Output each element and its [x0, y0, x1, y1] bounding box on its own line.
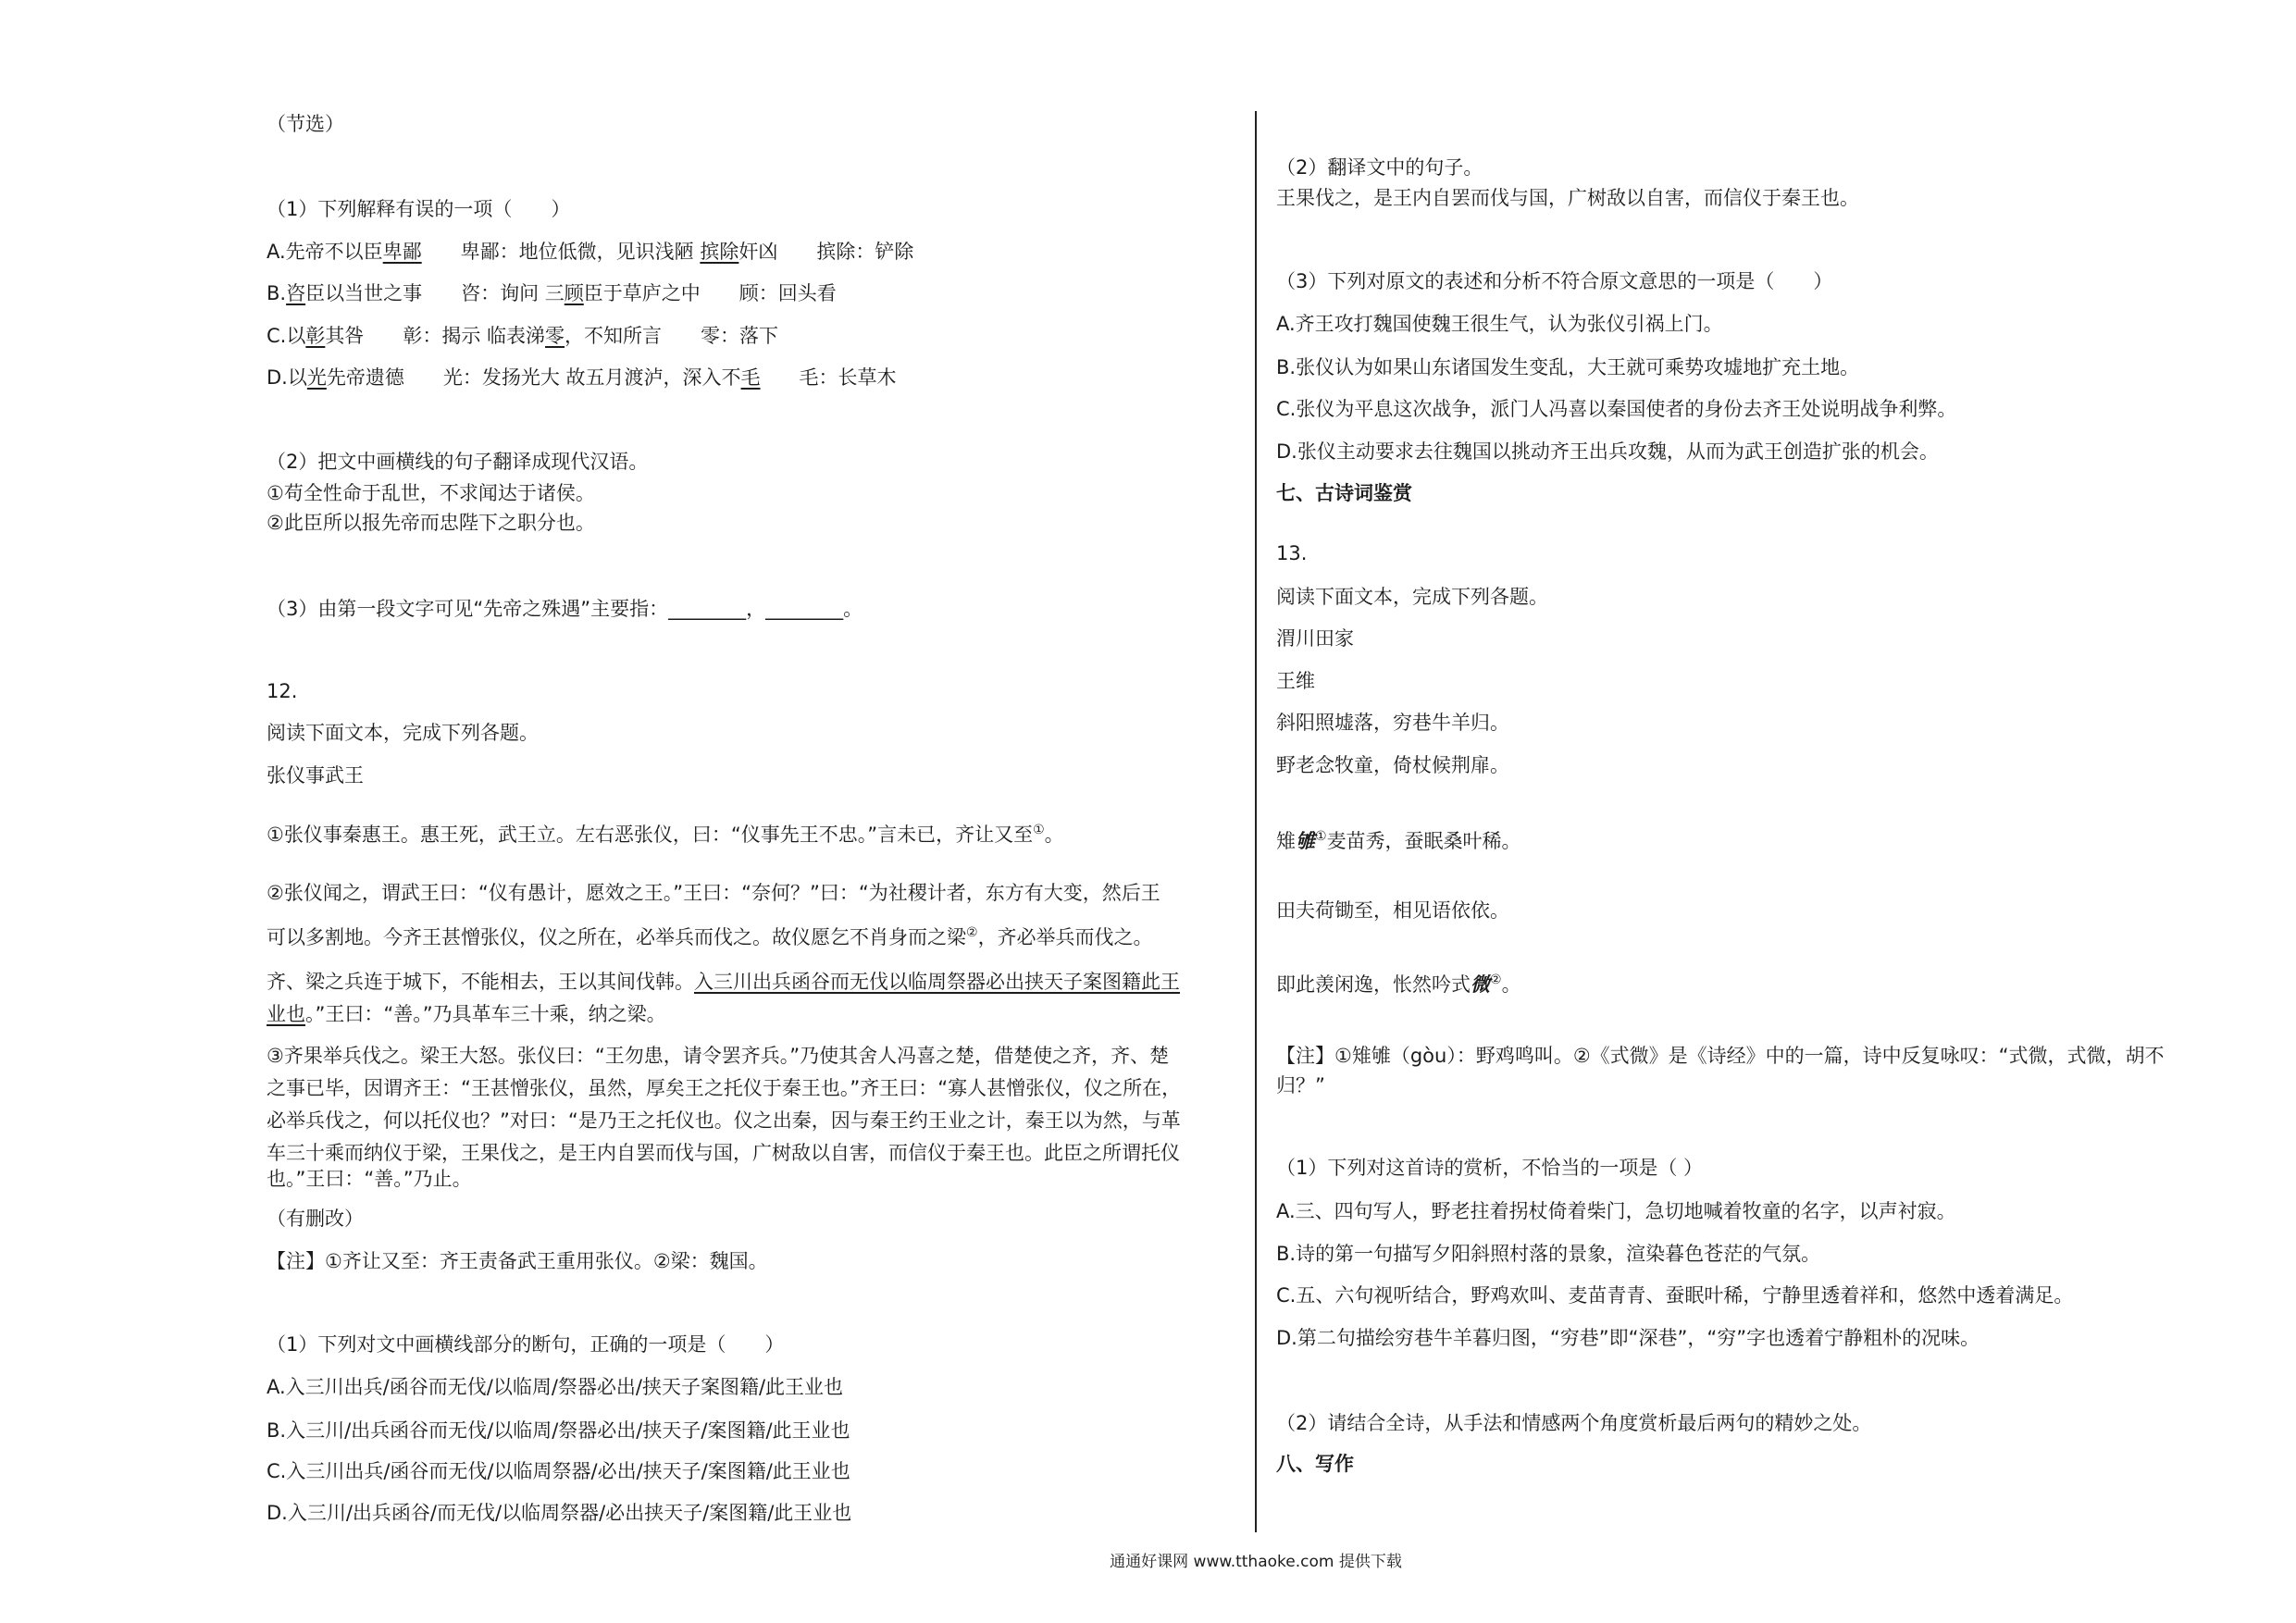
answer-blank: ________	[765, 598, 844, 620]
passage-paragraph-2-line-4	[267, 1001, 1247, 1029]
footnote-marker: ②	[966, 925, 978, 940]
q12-3-option-d: D.张仪主动要求去往魏国以挑动齐王出兵攻魏，从而为武王创造扩张的机会。	[1276, 440, 1939, 463]
poem-author: 王维	[1276, 670, 1315, 692]
underlined-word: 摈除	[700, 241, 739, 263]
excerpt-note: （节选）	[267, 113, 344, 135]
poem-text: 即此羡闲逸，怅然吟式	[1276, 973, 1471, 996]
poem-text: 。	[1501, 973, 1521, 996]
passage-paragraph-2-line-2	[267, 924, 1247, 952]
passage-text: 。”王曰：“善。”乃具革车三十乘，纳之梁。	[305, 1003, 666, 1025]
q12-2-sentence: 王果伐之，是王内自罢而伐与国，广树敌以自害，而信仪于秦王也。	[1276, 187, 1859, 209]
poem-line-2: 野老念牧童，倚杖候荆扉。	[1276, 754, 1509, 776]
underlined-word: 光	[306, 366, 327, 389]
underlined-word: 咨	[286, 282, 306, 304]
underlined-sentence: 入三川出兵函谷而无伐以临周祭器必出挟天子案图籍此王	[694, 971, 1180, 993]
passage-text: 可以多割地。今齐王甚憎张仪，仪之所在，必举兵而伐之。故仪愿乞不肖身而之梁	[267, 926, 966, 948]
q12-3-prompt: （3）下列对原文的表述和分析不符合原文意思的一项是（ ）	[1276, 270, 1833, 292]
poem-title: 渭川田家	[1276, 627, 1354, 650]
poem-line-5	[1276, 972, 2239, 999]
page-footer: 通通好课网 www.tthaoke.com 提供下载	[1110, 1553, 1402, 1571]
q12-1-option-a: A.入三川出兵/函谷而无伐/以临周/祭器必出/挟天子案图籍/此王业也	[267, 1376, 844, 1398]
poem-line-1: 斜阳照墟落，穷巷牛羊归。	[1276, 712, 1509, 734]
q13-1-option-c: C.五、六句视听结合，野鸡欢叫、麦苗青青、蚕眠叶稀，宁静里透着祥和，悠然中透着满足。	[1276, 1284, 2074, 1307]
q11-2-prompt: （2）把文中画横线的句子翻译成现代汉语。	[267, 451, 649, 473]
q13-2-prompt: （2）请结合全诗，从手法和情感两个角度赏析最后两句的精妙之处。	[1276, 1412, 1872, 1434]
prompt-text: （3）由第一段文字可见“先帝之殊遇”主要指：	[267, 598, 669, 620]
passage-paragraph-3-line-3: 必举兵伐之，何以托仪也？”对曰：“是乃王之托仪也。仪之出秦，因与秦王约王业之计，秦王以为然，与革	[267, 1109, 1181, 1132]
q11-2-sentence-1: ①苟全性命于乱世，不求闻达于诸侯。	[267, 482, 595, 504]
poem-text: 麦苗秀，蚕眠桑叶稀。	[1326, 830, 1521, 852]
q12-1-option-b: B.入三川/出兵函谷而无伐/以临周/祭器必出/挟天子/案图籍/此王业也	[267, 1419, 850, 1442]
underlined-sentence: 业也	[267, 1003, 305, 1025]
q11-1-option-c	[267, 323, 1247, 351]
footnote-marker: ①	[1315, 829, 1327, 844]
section-heading-8: 八、写作	[1276, 1453, 1354, 1475]
q12-1-option-d: D.入三川/出兵函谷/而无伐/以临周祭器/必出挟天子/案图籍/此王业也	[267, 1502, 852, 1524]
q13-instruction: 阅读下面文本，完成下列各题。	[1276, 586, 1548, 608]
poem-glossed-char: 雊	[1296, 830, 1315, 852]
passage-paragraph-2-line-3	[267, 969, 1247, 997]
q12-2-prompt: （2）翻译文中的句子。	[1276, 156, 1483, 179]
underlined-word: 零	[545, 325, 565, 347]
prompt-text: 。	[843, 598, 863, 620]
footnote-marker: ②	[1490, 973, 1502, 987]
q12-1-option-c: C.入三川出兵/函谷而无伐/以临周祭器/必出/挟天子/案图籍/此王业也	[267, 1460, 850, 1482]
passage-paragraph-1	[267, 822, 1247, 849]
q12-3-option-a: A.齐王攻打魏国使魏王很生气，认为张仪引祸上门。	[1276, 313, 1723, 335]
poem-text: 雉	[1276, 830, 1296, 852]
passage-paragraph-3-line-4: 车三十乘而纳仪于梁，王果伐之，是王内自罢而伐与国，广树敌以自害，而信仪于秦王也。此臣之所谓托仪	[267, 1142, 1180, 1164]
option-text: 先帝遗德 光：发扬光大 故五月渡泸，深入不	[326, 366, 741, 389]
q12-3-option-c: C.张仪为平息这次战争，派门人冯喜以秦国使者的身份去齐王处说明战争利弊。	[1276, 398, 1957, 420]
option-text: 毛：长草木	[760, 366, 897, 389]
passage-text: ①张仪事秦惠王。惠王死，武王立。左右恶张仪，曰：“仪事先王不忠。”言未已，齐让又至	[267, 824, 1034, 846]
option-text: 臣于草庐之中 顾：回头看	[583, 282, 837, 304]
option-text: A.先帝不以臣	[267, 241, 383, 263]
underlined-word: 顾	[564, 282, 584, 304]
passage-text: 齐、梁之兵连于城下，不能相去，王以其间伐韩。	[267, 971, 694, 993]
underlined-word: 彰	[305, 325, 326, 347]
q11-3-prompt	[267, 596, 1247, 624]
option-text: 奸凶 摈除：铲除	[738, 241, 914, 263]
passage-paragraph-3-line-1: ③齐果举兵伐之。梁王大怒。张仪曰：“王勿患，请令罢齐兵。”乃使其舍人冯喜之楚，借楚使之齐，齐、楚	[267, 1045, 1170, 1067]
q11-2-sentence-2: ②此臣所以报先帝而忠陛下之职分也。	[267, 512, 595, 534]
q13-1-prompt: （1）下列对这首诗的赏析，不恰当的一项是（ ）	[1276, 1157, 1704, 1179]
passage-paragraph-3-line-5: 也。”王曰：“善。”乃止。	[267, 1168, 472, 1190]
q12-number: 12.	[267, 680, 298, 702]
q12-3-option-b: B.张仪认为如果山东诸国发生变乱，大王就可乘势攻墟地扩充土地。	[1276, 356, 1860, 378]
answer-blank: ________	[668, 598, 747, 620]
option-text: B.	[267, 282, 287, 304]
passage-paragraph-3-line-2: 之事已毕，因谓齐王：“王甚憎张仪，虽然，厚矣王之托仪于秦王也。”齐王曰：“寡人甚憎张仪，仪之所在，	[267, 1077, 1182, 1099]
passage-paragraph-2-line-1: ②张仪闻之，谓武王曰：“仪有愚计，愿效之王。”王曰：“奈何？”曰：“为社稷计者，东方有大变，然后王	[267, 882, 1160, 904]
column-divider	[1255, 111, 1257, 1532]
q13-1-option-a: A.三、四句写人，野老拄着拐杖倚着柴门，急切地喊着牧童的名字，以声衬寂。	[1276, 1200, 1956, 1222]
q11-1-prompt: （1）下列解释有误的一项（ ）	[267, 198, 571, 220]
option-text: D.以	[267, 366, 307, 389]
passage-source-note: （有删改）	[267, 1208, 364, 1230]
footnote-marker: ①	[1033, 823, 1045, 837]
passage-annotation: 【注】①齐让又至：齐王责备武王重用张仪。②梁：魏国。	[267, 1250, 768, 1272]
passage-title: 张仪事武王	[267, 764, 364, 787]
underlined-word: 卑鄙	[382, 241, 422, 263]
poem-annotation-line-1: 【注】①雉雊（gòu）：野鸡鸣叫。②《式微》是《诗经》中的一篇，诗中反复咏叹：“式微，式微，胡不	[1276, 1045, 2165, 1067]
q11-1-option-a	[267, 239, 1247, 266]
q13-1-option-d: D.第二句描绘穷巷牛羊暮归图，“穷巷”即“深巷”，“穷”字也透着宁静粗朴的况味。	[1276, 1327, 1980, 1349]
option-text: 臣以当世之事 咨：询问 三	[305, 282, 565, 304]
poem-line-4: 田夫荷锄至，相见语依依。	[1276, 899, 1509, 922]
poem-glossed-char: 微	[1471, 973, 1490, 996]
option-text: 其咎 彰：揭示 临表涕	[325, 325, 546, 347]
q12-instruction: 阅读下面文本，完成下列各题。	[267, 722, 539, 744]
section-heading-7: 七、古诗词鉴赏	[1276, 482, 1412, 504]
option-text: ，不知所言 零：落下	[565, 325, 779, 347]
passage-text: ，齐必举兵而伐之。	[977, 926, 1153, 948]
q11-1-option-b	[267, 280, 1247, 308]
poem-line-3	[1276, 828, 2239, 860]
underlined-word: 毛	[740, 366, 761, 389]
option-text: C.以	[267, 325, 306, 347]
q12-1-prompt: （1）下列对文中画横线部分的断句，正确的一项是（ ）	[267, 1333, 785, 1356]
prompt-text: ，	[746, 598, 766, 620]
q11-1-option-d	[267, 365, 1247, 392]
passage-text: 。	[1044, 824, 1064, 846]
option-text: 卑鄙：地位低微，见识浅陋	[421, 241, 701, 263]
q13-1-option-b: B.诗的第一句描写夕阳斜照村落的景象，渲染暮色苍茫的气氛。	[1276, 1243, 1821, 1265]
poem-annotation-line-2: 归？”	[1276, 1074, 1325, 1096]
q13-number: 13.	[1276, 542, 1308, 564]
